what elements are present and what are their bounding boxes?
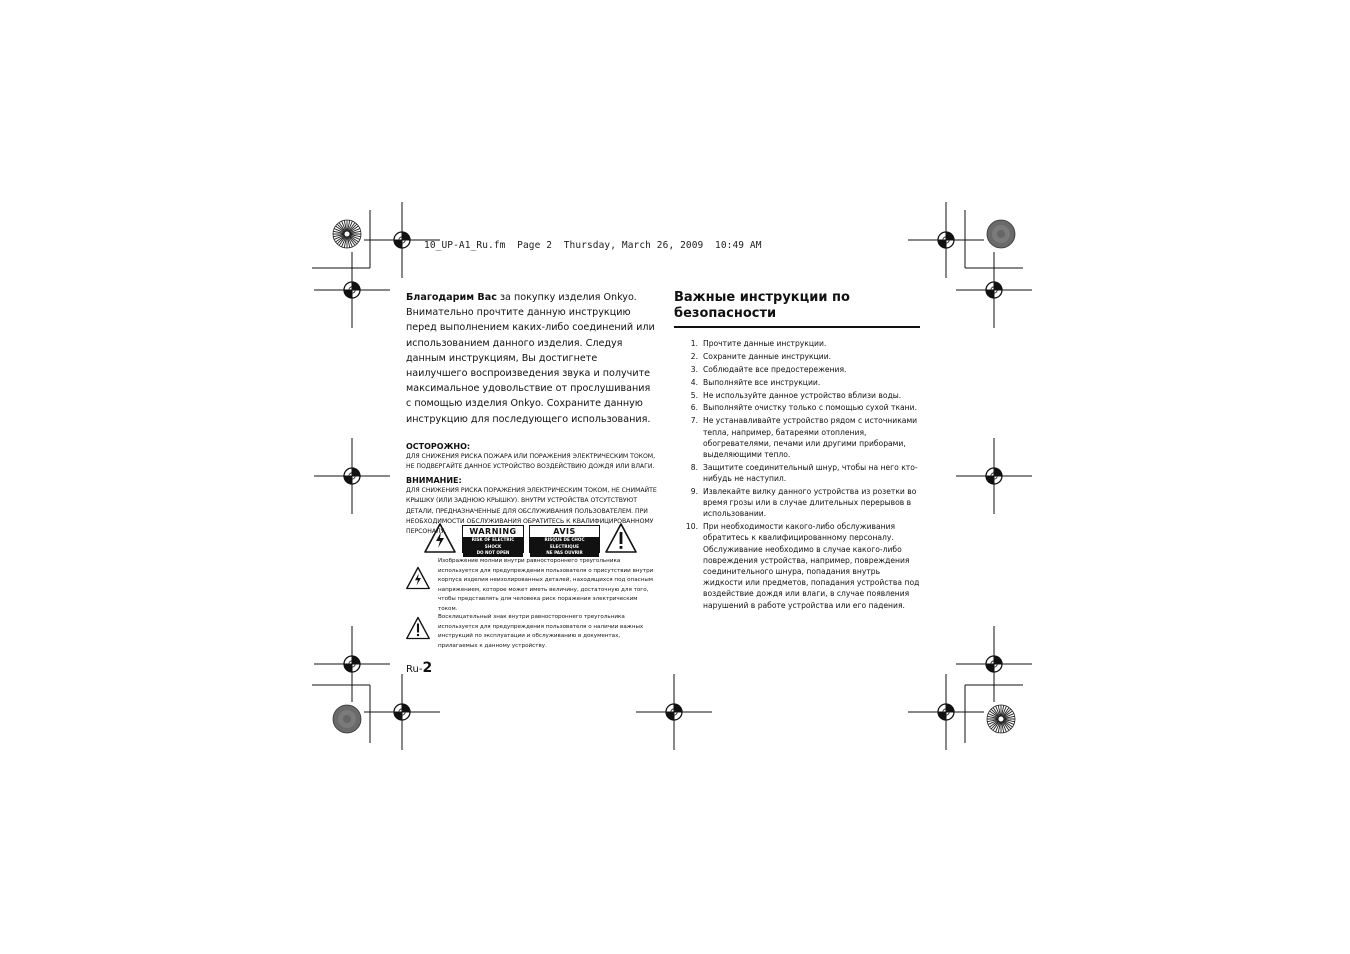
warning-line2: DO NOT OPEN [476,550,510,555]
left-column [406,290,658,537]
list-number: 6. [690,403,698,413]
list-item [680,351,920,362]
avis-label [529,525,600,553]
list-text: Защитите соединительный шнур, чтобы на него кто-нибудь не наступил. [703,462,918,484]
warning-line1: RISK OF ELECTRIC SHOCK [471,537,515,549]
list-item [680,390,920,401]
list-number: 4. [690,377,698,387]
file-name: 10_UP-A1_Ru.fm [424,240,506,251]
list-number: 8. [690,462,698,472]
date-time: Thursday, March 26, 2009 10:49 AM [563,240,762,251]
list-number: 7. [690,416,698,426]
list-item [680,338,920,349]
lightning-triangle-icon [423,522,457,554]
lightning-symbol-text: Изображение молнии внутри равностороннего треугольника используется для предупреждения пользователя о присутствии внутри корпуса изделия неизолированных деталей, находящихся под опасным напряжением, которое может иметь величину, достаточную для того, чтобы представлять для человека риск поражения электрическим током. [438,558,654,612]
list-text: Выполняйте очистку только с помощью сухой ткани. [703,403,917,413]
list-number: 3. [690,364,698,374]
caution-text: ДЛЯ СНИЖЕНИЯ РИСКА ПОЖАРА ИЛИ ПОРАЖЕНИЯ ЭЛЕКТРИЧЕСКИМ ТОКОМ, НЕ ПОДВЕРГАЙТЕ ДАННОЕ УСТРОЙСТВО ВОЗДЕЙСТВИЮ ДОЖДЯ ИЛИ ВЛАГИ. [406,452,656,471]
list-text: Не устанавливайте устройство рядом с источниками тепла, например, батареями отопления, обогревателями, печами или другими приборами, выделяющими тепло. [703,416,918,459]
list-item [680,462,920,484]
page-number [406,660,432,676]
list-number: 10. [685,522,698,532]
warning-label-row [423,522,639,554]
list-text: При необходимости какого-либо обслуживания обратитесь к квалифицированному персоналу. Обслуживание необходимо в случае какого-либо повреждения устройства, например, повреждения соединительного шнура, попадания внутрь жидкости или предметов, попадания устройства под воздействие дождя или влаги, в случае появления нарушений в работе устройства или его падения. [703,522,920,610]
caution-heading: ОСТОРОЖНО: [406,441,471,451]
intro-bold: Благодарим Вас [406,292,497,303]
avis-line2: NE PAS OUVRIR [546,550,583,555]
list-text: Не используйте данное устройство вблизи воды. [703,390,902,400]
list-text: Прочтите данные инструкции. [703,339,827,348]
list-item [680,486,920,520]
list-item [680,364,920,375]
list-number: 1. [690,339,698,348]
safety-title: Важные инструкции по безопасности [674,290,850,321]
page-label: Page 2 [517,240,553,251]
list-text: Извлекайте вилку данного устройства из розетки во время грозы или в случае длительных перерывов в использовании. [703,486,917,519]
list-text: Выполняйте все инструкции. [703,377,821,387]
list-item [680,377,920,388]
list-item [680,402,920,413]
warning-label [462,525,524,553]
list-text: Сохраните данные инструкции. [703,351,832,361]
list-item [680,521,920,611]
list-number: 9. [690,486,698,496]
attention-text: ДЛЯ СНИЖЕНИЯ РИСКА ПОРАЖЕНИЯ ЭЛЕКТРИЧЕСКИМ ТОКОМ, НЕ СНИМАЙТЕ КРЫШКУ (ИЛИ ЗАДНЮЮ КРЫШКУ). ВНУТРИ УСТРОЙСТВА ОТСУТСТВУЮТ ДЕТАЛИ, ПРЕДНАЗНАЧЕННЫЕ ДЛЯ ОБСЛУЖИВАНИЯ ПОЛЬЗОВАТЕЛЕМ. ПРИ НЕОБХОДИМОСТИ ОБСЛУЖИВАНИЯ ОБРАТИТЕСЬ К КВАЛИФИЦИРОВАННОМУ ПЕРСОНАЛУ. [406,487,657,536]
list-number: 5. [690,390,698,400]
exclamation-symbol-text: Восклицательный знак внутри равностороннего треугольника используется для предупреждения пользователя о наличии важных инструкций по эксплуатации и обслуживанию в документах, прилагаемых к данному устройству. [438,614,644,649]
exclamation-triangle-icon [604,522,638,554]
caution-block [406,442,658,472]
warning-title: WARNING [469,527,517,536]
title-rule [674,326,920,328]
list-number: 2. [690,351,698,361]
intro-paragraph [406,290,658,427]
safety-list [680,338,920,613]
intro-text: за покупку изделия Onkyo. Внимательно прочтите данную инструкцию перед выполнением каких-либо соединений или использованием данного изделия. Следуя данным инструкциям, Вы достигнете наилучшего воспроизведения звука и получите максимальное удовольствие от прослушивания с помощью изделия Onkyo. Сохраните данную инструкцию для последующего использования. [406,292,655,425]
list-text: Соблюдайте все предостережения. [703,364,847,374]
avis-title: AVIS [553,527,576,536]
list-item [680,415,920,460]
file-header [424,240,762,251]
attention-heading: ВНИМАНИЕ: [406,476,462,486]
lightning-symbol-icon [405,566,431,590]
avis-line1: RISQUE DE CHOC ELECTRIQUE [544,537,585,549]
exclamation-symbol-icon [405,616,431,640]
page-prefix: Ru- [406,664,423,675]
page-digit: 2 [422,660,433,676]
